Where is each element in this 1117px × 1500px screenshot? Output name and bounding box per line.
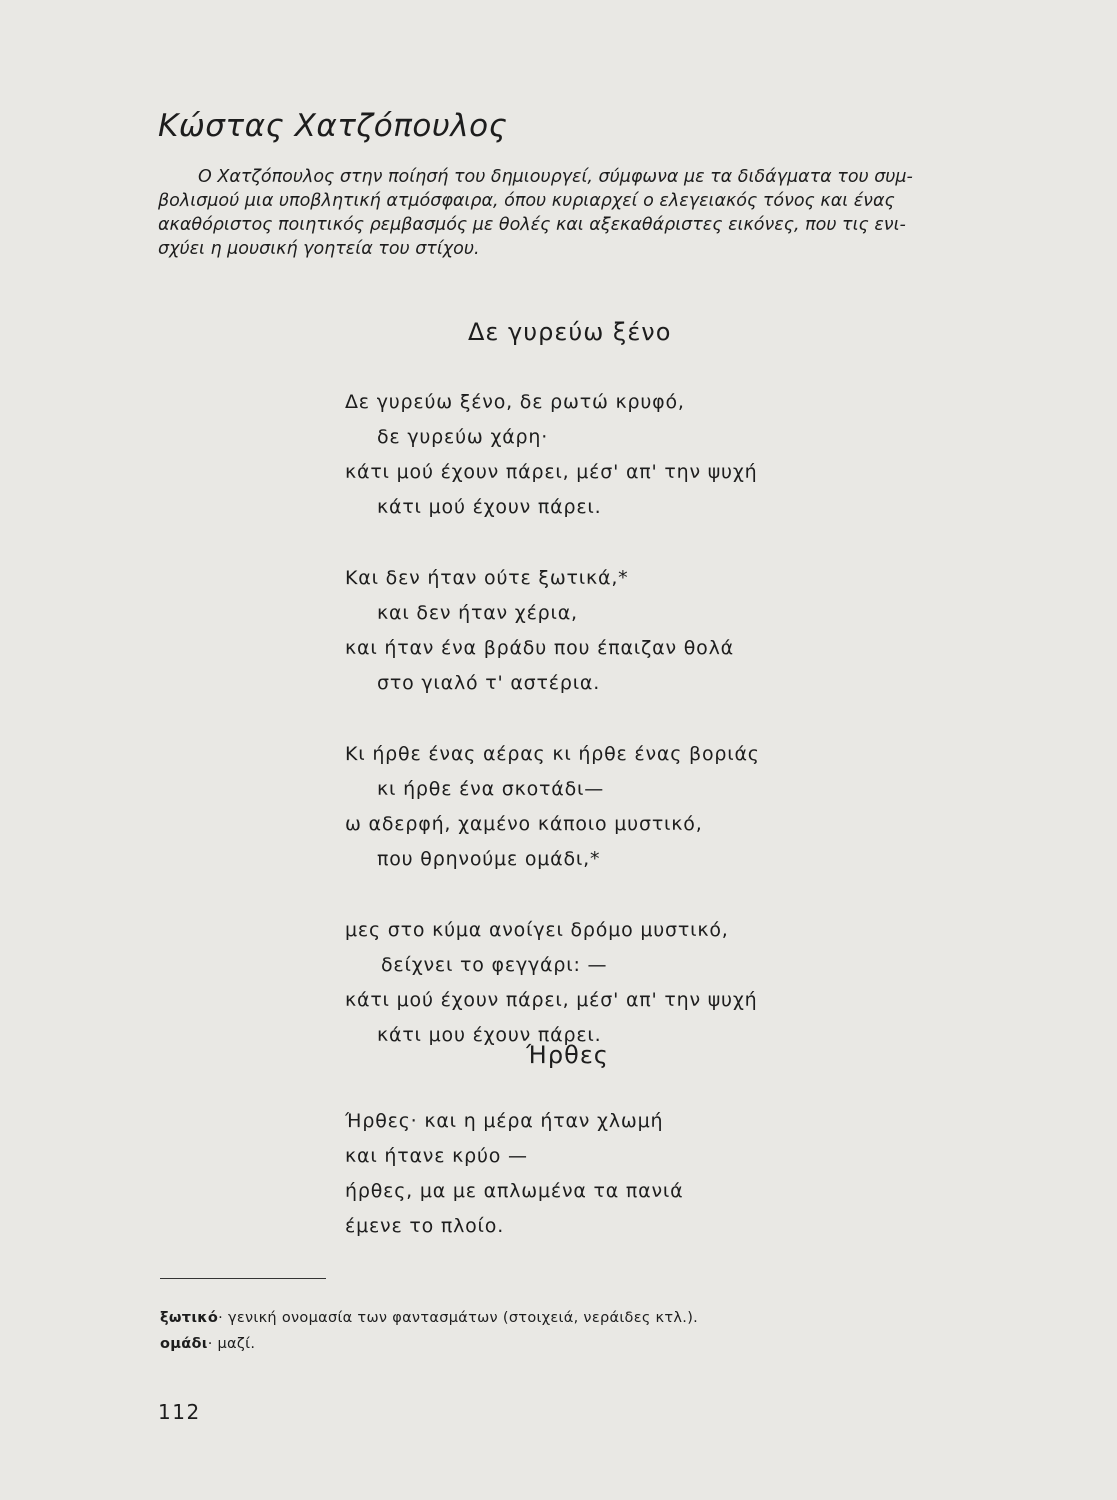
verse-line: στο γιαλό τ' αστέρια.: [377, 672, 601, 694]
verse-line: κι ήρθε ένα σκοτάδι—: [377, 778, 605, 800]
verse-line: και ήταν ένα βράδυ που έπαιζαν θολά: [345, 637, 734, 659]
verse-line: και ήτανε κρύο —: [345, 1145, 528, 1167]
stanza-gap: [345, 701, 760, 737]
intro-line: ακαθόριστος ποιητικός ρεμβασμός με θολές και αξεκαθάριστες εικόνες, που τις ενι-: [158, 215, 906, 235]
verse-line: Κι ήρθε ένας αέρας κι ήρθε ένας βοριάς: [345, 743, 760, 765]
footnote-term: ξωτικό: [160, 1310, 219, 1326]
verse-line: που θρηνούμε ομάδι,*: [377, 848, 601, 870]
footnote-term: ομάδι: [160, 1336, 208, 1352]
verse-line: μες στο κύμα ανοίγει δρόμο μυστικό,: [345, 919, 729, 941]
verse-line: ήρθες, μα με απλωμένα τα πανιά: [345, 1180, 684, 1202]
verse-line: Ήρθες· και η μέρα ήταν χλωμή: [345, 1110, 664, 1132]
verse-line: Δε γυρεύω ξένο, δε ρωτώ κρυφό,: [345, 391, 685, 413]
poem-title: Δε γυρεύω ξένο: [468, 318, 672, 346]
footnotes: [160, 1305, 698, 1357]
verse-line: κάτι μου έχουν πάρει.: [377, 1024, 602, 1046]
intro-line: βολισμού μια υποβλητική ατμόσφαιρα, όπου κυριαρχεί ο ελεγειακός τόνος και ένας: [158, 191, 895, 211]
verse-line: κάτι μού έχουν πάρει, μέσ' απ' την ψυχή: [345, 461, 758, 483]
footnote-definition: · γενική ονομασία των φαντασμάτων (στοιχειά, νεράιδες κτλ.).: [218, 1310, 699, 1326]
footnote-divider: [160, 1278, 326, 1279]
intro-paragraph: [158, 165, 978, 261]
footnote-definition: · μαζί.: [207, 1336, 256, 1352]
stanza-gap: [345, 877, 760, 913]
intro-line: Ο Χατζόπουλος στην ποίησή του δημιουργεί, σύμφωνα με τα διδάγματα του συμ-: [198, 167, 913, 187]
verse-line: δε γυρεύω χάρη·: [377, 426, 549, 448]
verse-line: κάτι μού έχουν πάρει, μέσ' απ' την ψυχή: [345, 989, 758, 1011]
footnote: [160, 1331, 698, 1357]
verse-line: δείχνει το φεγγάρι: —: [381, 954, 608, 976]
verse-line: κάτι μού έχουν πάρει.: [377, 496, 602, 518]
intro-line: σχύει η μουσική γοητεία του στίχου.: [158, 239, 480, 259]
poem-body: [345, 385, 760, 1053]
verse-line: ω αδερφή, χαμένο κάποιο μυστικό,: [345, 813, 703, 835]
verse-line: Και δεν ήταν ούτε ξωτικά,*: [345, 567, 629, 589]
stanza-gap: [345, 525, 760, 561]
footnote: [160, 1305, 698, 1331]
verse-line: έμενε το πλοίο.: [345, 1215, 505, 1237]
poem-body: [345, 1104, 683, 1244]
poem-title: Ήρθες: [526, 1041, 609, 1069]
author-heading: Κώστας Χατζόπουλος: [158, 108, 508, 144]
verse-line: και δεν ήταν χέρια,: [377, 602, 578, 624]
page-number: 112: [158, 1400, 201, 1424]
